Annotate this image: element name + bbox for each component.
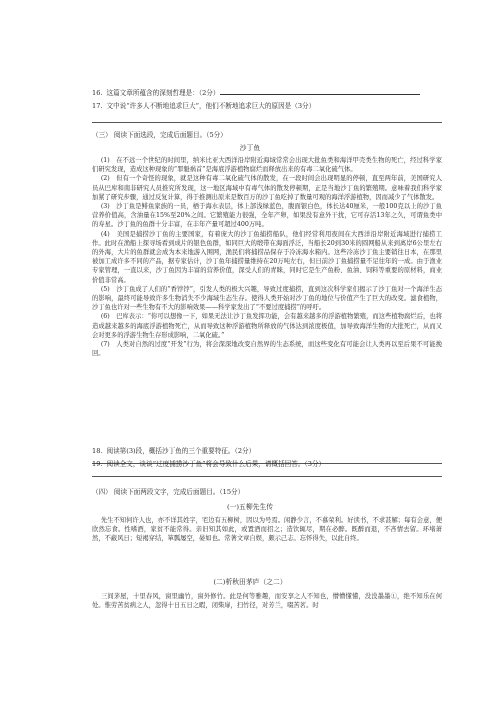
section-4-header: （四） 阅读下面两段文字，完成后面题目。（15分）	[92, 488, 245, 496]
question-text: 文中说“许多人不断地追求巨大”，他们不断地追求巨大的原因是（3分）	[106, 102, 316, 110]
question-number: 17.	[92, 102, 103, 110]
passage-title: 沙丁鱼	[239, 144, 261, 152]
paragraph-3: (3) 沙丁鱼是鲱鱼家族的一员，栖于海水表层，体上部浅绿蓝色，腹面银白色，体长达40厘米，一般100克以上的沙丁鱼营养价值高，含油量在15%至20%之间。它繁殖能力很强，全年产卵，如果没有意外干扰，它可存活13年之久，可谓鱼类中的寿星。沙丁鱼的鱼群十分丰富，在丰年产量可超过400万吨。	[92, 203, 442, 229]
question-number: 19.	[92, 460, 103, 468]
passage-title: (二)析秋田茅庐（之二）	[213, 578, 287, 586]
question-text: 阅读全文，谈谈“过度捕捞沙丁鱼”将会导致什么后果，请概括回答。（3分）	[106, 460, 326, 468]
paragraph: 三间茅屋，十里春风，窗里幽竹，窗外修竹。此是何等雅趣，而安享之人不知也，懵懵懂懂，没没墨墨①，绝不知乐在何处。惟劳苦贫病之人，忽得十日五日之暇，闭柴扉，扫竹径，对芳兰，啜苦茗。时	[92, 593, 442, 610]
question-number: 18.	[92, 447, 103, 455]
question-18	[92, 447, 255, 456]
paragraph-6: (6) 巴库表示：“你可以想像一下，如果无法让沙丁鱼发挥功能，会有越来越多的浮游植物繁殖，而这些植物腐烂后，也将造成越来越多的海底浮游植物死亡，从而导致这种浮游植物所释放的气体达到浓度极值，加导致海洋生物的大批死亡，从而又会对更多的浮游生物生存形成影响，二氧化硫。”	[92, 313, 442, 339]
question-17	[92, 102, 315, 111]
answer-line	[220, 87, 420, 95]
answer-line	[92, 122, 442, 123]
question-16	[92, 87, 420, 98]
paragraph-5: (5) 沙丁鱼成了人们的“香饽饽”，引发人类的极大兴趣，导致过度捕捞，直到这次科学家们揭示了沙丁鱼对一个海洋生态的影响，最终可能导致许多生物消失不少海域生态生存。使得人类开始对沙丁鱼的地位与价值产生了巨大的改变。滤食植物，沙丁鱼也许对一些生物有不大的影响效果——科学家发出了“不要过度捕捞”的呼吁。	[92, 285, 442, 312]
paragraph-1: (1) 在不远一个世纪的时间里，纳米比亚大西洋沿岸附近海域常常会出现大批鱼类和海洋甲壳类生物的死亡，经过科学家们研究发现，造成这种现象的“罪魁祸首”是海底浮游植物腐烂而释放出来的有毒二氧化硫气体。	[92, 157, 442, 174]
passage-body	[92, 592, 442, 610]
paragraph-4: (4) 美国是捕捞沙丁鱼的主要国家，有着庞大的沙丁鱼捕捞船队，他们经常利用夜间在大西洋沿岸附近海域进行捕捞工作。此时在渔船上探寻场看到成片的银色鱼群，如同巨大的缎带在海面浮泛，当船长20到30米的圆网船从来到离岸6公里左右的外海，大片的鱼群就会成为本来地游入围网，渔民们将捕捞品保存于冷冻海水箱内。这些冷冻沙丁鱼主要销往日本，在那里被加工成许多不同的产品，据专家估计，沙丁鱼年捕捞量维持在20万吨左右，但日前沙丁鱼捕捞量不足往年的一成。由于渔业专家管理，一直以来，沙丁鱼因为丰富的营养价值，深受人们的青睐，同时它是生产鱼粉、鱼油、饲料等重要的原材料，商业价值非常高。	[92, 230, 442, 284]
answer-line	[92, 476, 442, 477]
question-19	[92, 460, 325, 469]
question-number: 16.	[92, 89, 103, 97]
paragraph: 先生不知何许人也，亦不详其姓字，宅边有五柳树，因以为号焉。闲静少言，不慕荣利。好读书，不求甚解；每有会意，便欣然忘食。性嗜酒，家贫不能常得。亲旧知其如此，或置酒而招之；造饮辄尽，期在必醉。既醉而退，不吝情去留。环堵萧然，不蔽风日；短褐穿结，箪瓢屡空，晏如也。常著文章自娱，颇示己志。忘怀得失，以此自终。	[92, 517, 442, 543]
passage-body	[92, 156, 442, 358]
question-text: 这篇文章所蕴含的深刻哲理是：（2分）	[106, 89, 220, 97]
section-3-header: （三） 阅读下面选段，完成后面题目。（5分）	[92, 131, 227, 139]
question-text: 阅读第(3)段，概括沙丁鱼的三个重要特征。（2分）	[106, 447, 256, 455]
paragraph-2: (2) 但有一个奇怪的现象，就是这种有毒二氧化硫气体的散发，在一段时间会出现明显的停顿，直至两年前，美国研究人员从巴库和南非研究人员推究所发现，这一地区海域中有毒气体的散发停顿期，正是当地沙丁鱼的繁殖期。意味着我们科学家加紧了研究步骤，通过反复计算，得于推测出原来是数百万的沙丁鱼吃掉了数量可观的海洋浮游植物，因而减少了气体散发。	[92, 175, 442, 201]
passage-body	[92, 516, 442, 544]
passage-title: (一)五柳先生传	[226, 503, 274, 511]
paragraph-7: (7) 人类对自然的过度“开发”行为，将会深深地改变自然界的生态系统，而这些变化有可能会让人类再以至后果不可能挽回。	[92, 341, 442, 358]
